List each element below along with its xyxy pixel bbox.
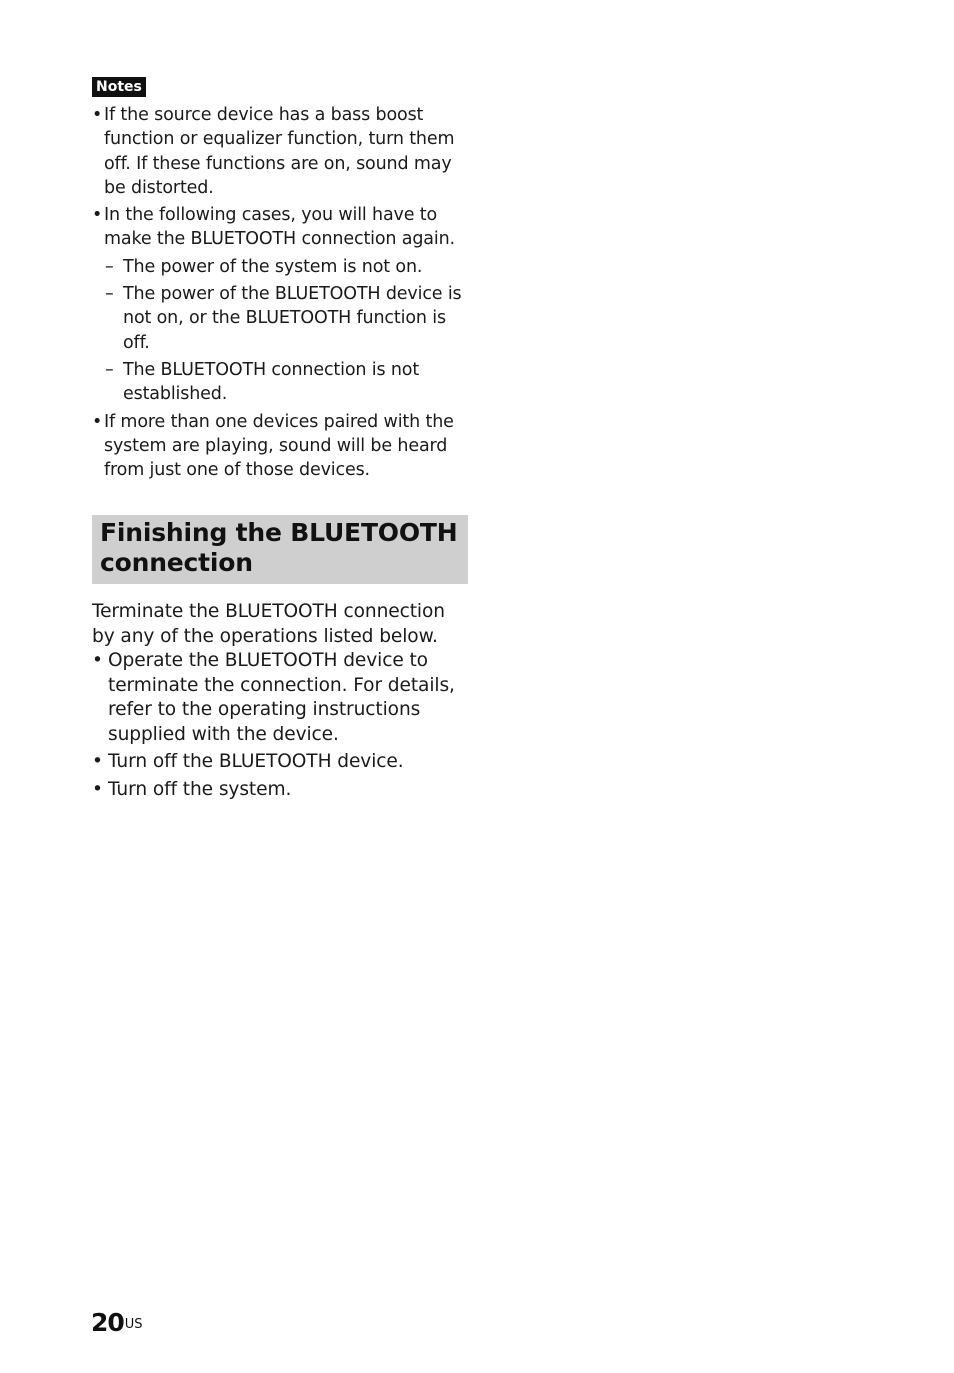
page-number <box>91 1306 143 1340</box>
note-sub-item: – The power of the BLUETOOTH device is not on, or the BLUETOOTH function is off. <box>104 282 468 355</box>
operations-list <box>92 649 468 802</box>
note-text: If the source device has a bass boost function or equalizer function, turn them off. If these functions are on, sound may be distorted. <box>104 105 455 198</box>
note-sub-item: – The BLUETOOTH connection is not established. <box>104 358 468 407</box>
note-item <box>92 410 468 483</box>
note-text: If more than one devices paired with the system are playing, sound will be heard from just one of those devices. <box>104 411 454 481</box>
content-column <box>92 76 468 805</box>
page-number-suffix: US <box>124 1317 143 1332</box>
section-heading: Finishing the BLUETOOTH connection <box>92 515 468 584</box>
operation-item: • Turn off the system. <box>92 778 468 803</box>
section-intro: Terminate the BLUETOOTH connection by any of the operations listed below. <box>92 601 445 647</box>
section-body <box>92 600 468 802</box>
note-sub-item: – The power of the system is not on. <box>104 255 468 279</box>
notes-list <box>92 103 468 482</box>
note-sub-list <box>104 255 468 407</box>
page-number-value: 20 <box>91 1308 124 1337</box>
notes-badge: Notes <box>92 77 146 97</box>
operation-item: • Operate the BLUETOOTH device to terminate the connection. For details, refer to the operating instructions supplied with the device. <box>92 649 468 747</box>
note-text: In the following cases, you will have to make the BLUETOOTH connection again. <box>104 205 455 250</box>
note-item <box>92 203 468 406</box>
operation-item: • Turn off the BLUETOOTH device. <box>92 750 468 775</box>
note-item <box>92 103 468 200</box>
